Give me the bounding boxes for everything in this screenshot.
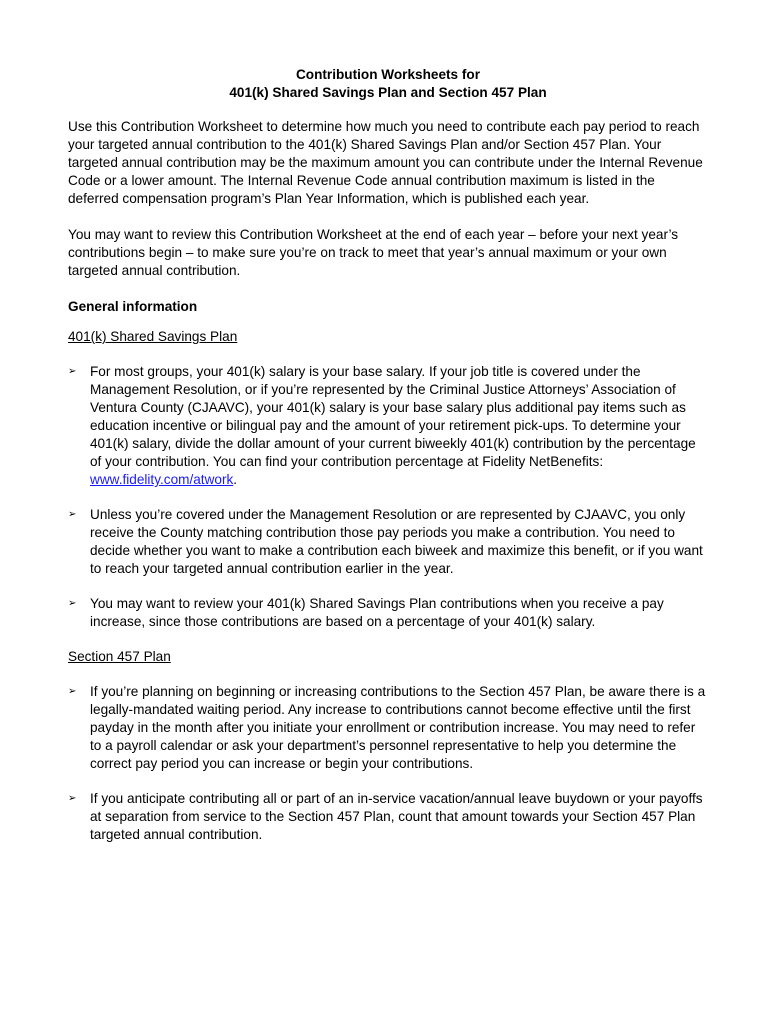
bullet-text: If you’re planning on beginning or increasing contributions to the Section 457 Plan, be aware there is a legally-mandated waiting period. Any increase to contributions cannot become effective until the first payday in the month after you initiate your enrollment or contribution increase. You may need to refer to a payroll calendar or ask your department’s personnel representative to help you determine the correct pay period you can increase or begin your contributions. [90, 684, 706, 771]
intro-paragraph-1: Use this Contribution Worksheet to determine how much you need to contribute each pay period to reach your targeted annual contribution to the 401(k) Shared Savings Plan and/or Section 457 Plan. Your targeted annual contribution may be the maximum amount you can contribute under the Internal Revenue Code or a lower amount. The Internal Revenue Code annual contribution maximum is listed in the deferred compensation program’s Plan Year Information, which is published each year. [68, 119, 703, 206]
section-457-heading: Section 457 Plan [68, 649, 171, 664]
list-item [68, 683, 708, 773]
plan-401k-bullet-list [68, 363, 708, 631]
document-title [68, 66, 708, 102]
list-item [68, 790, 708, 844]
general-information-heading: General information [68, 299, 198, 314]
document-page [68, 66, 708, 861]
bullet-end-punctuation: . [233, 472, 238, 487]
arrow-bullet-icon: ➢ [68, 793, 77, 804]
arrow-bullet-icon: ➢ [68, 686, 77, 697]
arrow-bullet-icon: ➢ [68, 598, 77, 609]
bullet-text: If you anticipate contributing all or part of an in-service vacation/annual leave buydown or your payoffs at separation from service to the Section 457 Plan, count that amount towards your Section 457 Plan targeted annual contribution. [90, 791, 703, 842]
title-line-1: Contribution Worksheets for [295, 67, 481, 82]
intro-paragraph-2: You may want to review this Contribution Worksheet at the end of each year – before your next year’s contributions begin – to make sure you’re on track to meet that year’s annual maximum or your own targeted annual contribution. [68, 227, 679, 278]
plan-401k-heading: 401(k) Shared Savings Plan [68, 329, 238, 344]
bullet-text: You may want to review your 401(k) Shared Savings Plan contributions when you receive a pay increase, since those contributions are based on a percentage of your 401(k) salary. [90, 596, 664, 629]
fidelity-link[interactable]: www.fidelity.com/atwork [90, 472, 234, 487]
list-item [68, 595, 708, 631]
bullet-text: Unless you’re covered under the Management Resolution or are represented by CJAAVC, you only receive the County matching contribution those pay periods you make a contribution. You need to decide whether you want to make a contribution each biweek and maximize this benefit, or if you want to reach your targeted annual contribution earlier in the year. [90, 507, 703, 576]
title-line-2: 401(k) Shared Savings Plan and Section 457 Plan [229, 85, 547, 100]
section-457-bullet-list [68, 683, 708, 844]
bullet-text: For most groups, your 401(k) salary is your base salary. If your job title is covered under the Management Resolution, or if you’re represented by the Criminal Justice Attorneys’ Association of Ventura County (CJAAVC), your 401(k) salary is your base salary plus additional pay items such as education incentive or bilingual pay and the amount of your retirement pick-ups. To determine your 401(k) salary, divide the dollar amount of your current biweekly 401(k) contribution by the percentage of your contribution. You can find your contribution percentage at Fidelity NetBenefits: [90, 364, 696, 469]
arrow-bullet-icon: ➢ [68, 366, 77, 377]
arrow-bullet-icon: ➢ [68, 509, 77, 520]
list-item [68, 363, 708, 489]
list-item [68, 506, 708, 578]
